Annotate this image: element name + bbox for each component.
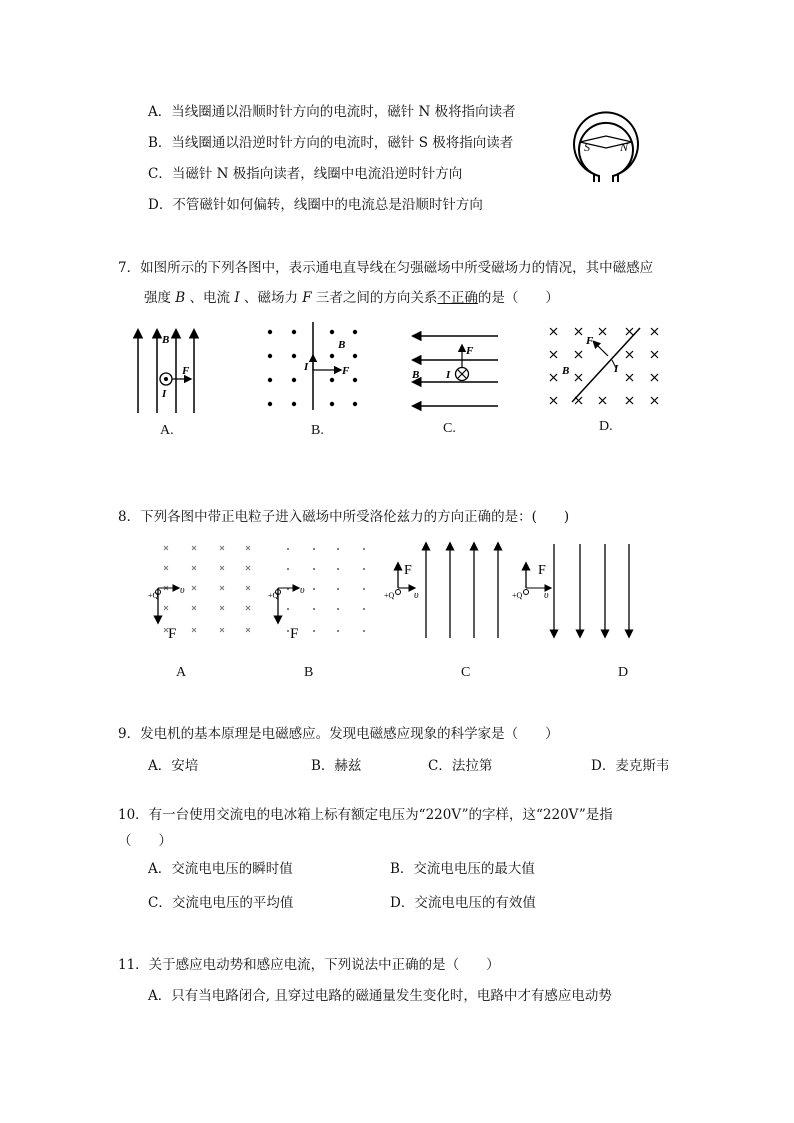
figure-b-label: B <box>162 334 170 346</box>
charge-label: +Q <box>148 591 159 600</box>
q7-label-a: A. <box>160 423 174 438</box>
q7-underlined-text: 不正确 <box>437 290 478 306</box>
q8-label-a: A <box>176 665 187 680</box>
force-label: F <box>404 563 412 578</box>
figure-f-label: F <box>182 365 190 377</box>
q7-text: 、电流 <box>189 290 231 306</box>
q7-label-b: B. <box>311 423 324 438</box>
q11-option-a: A．只有当电路闭合, 且穿过电路的磁通量发生变化时，电路中才有感应电动势 <box>148 988 612 1004</box>
q7-label-c: C. <box>443 421 456 436</box>
q7-symbol-i: I <box>234 290 240 306</box>
q7-symbol-b: B <box>175 290 186 306</box>
force-label: F <box>168 626 177 642</box>
charge-label: +Q <box>384 591 395 600</box>
q7-figure-d <box>546 322 666 412</box>
q6-option-a: A．当线圈通以沿顺时针方向的电流时，磁针 N 极将指向读者 <box>148 104 516 120</box>
q9-option-c: C．法拉第 <box>428 758 493 774</box>
q10-stem-line1: 10．有一台使用交流电的电冰箱上标有额定电压为“220V”的字样，这“220V”是指 <box>118 807 613 823</box>
figure-b-label: B <box>338 339 346 351</box>
compass-n-label: N <box>620 140 629 154</box>
q6-option-d: D．不管磁针如何偏转，线圈中的电流总是沿顺时针方向 <box>148 197 483 213</box>
charge-label: +Q <box>512 591 523 600</box>
dot-field <box>287 548 365 632</box>
velocity-label: υ <box>544 590 549 601</box>
q6-option-c: C．当磁针 N 极指向读者，线圈中电流沿逆时针方向 <box>148 166 463 182</box>
q9-stem: 9．发电机的基本原理是电磁感应。发现电磁感应现象的科学家是（ ） <box>118 726 559 742</box>
charge-label: +Q <box>268 591 279 600</box>
q10-option-d: D．交流电电压的有效值 <box>390 895 536 911</box>
q10-option-b: B．交流电电压的最大值 <box>390 861 535 877</box>
cross-field <box>164 546 250 632</box>
q7-figure-c <box>402 326 502 416</box>
q7-text: 强度 <box>144 290 171 306</box>
q9-option-a: A．安培 <box>148 758 199 774</box>
figure-i-label: I <box>304 361 309 373</box>
compass-s-label: S <box>584 140 590 154</box>
q9-option-b: B．赫兹 <box>311 758 362 774</box>
q7-text: 的是（ ） <box>477 290 559 306</box>
q7-label-d: D. <box>599 419 613 434</box>
q7-figure-a <box>128 325 198 415</box>
q10-stem-line2: （ ） <box>118 833 172 849</box>
q7-stem-line2 <box>144 292 559 306</box>
q7-text: 、磁场力 <box>243 290 298 306</box>
velocity-label: υ <box>180 585 185 596</box>
figure-i-label: I <box>614 363 619 375</box>
q11-stem: 11．关于感应电动势和感应电流，下列说法中正确的是（ ） <box>118 957 500 973</box>
q7-text: 三者之间的方向关系 <box>315 290 438 306</box>
q7-figure-b <box>262 322 362 412</box>
figure-b-label: B <box>412 369 420 381</box>
figure-f-label: F <box>342 365 350 377</box>
figure-i-label: I <box>162 388 167 400</box>
q8-label-d: D <box>618 665 629 680</box>
q7-symbol-f: F <box>302 290 312 306</box>
q8-figure-d <box>510 540 640 640</box>
q8-figure-a <box>146 540 246 640</box>
figure-f-label: F <box>586 335 594 347</box>
force-label: F <box>538 563 546 578</box>
figure-i-label: I <box>446 369 451 381</box>
force-label: F <box>290 626 299 642</box>
q8-label-b: B <box>304 665 314 680</box>
q10-option-a: A．交流电电压的瞬时值 <box>148 861 293 877</box>
q8-figure-b <box>266 540 376 640</box>
velocity-label: υ <box>414 590 419 601</box>
q10-option-c: C．交流电电压的平均值 <box>148 895 294 911</box>
q8-label-c: C <box>461 665 471 680</box>
q9-option-d: D．麦克斯韦 <box>591 758 670 774</box>
q7-stem-line1: 7．如图所示的下列各图中，表示通电直导线在匀强磁场中所受磁场力的情况，其中磁感应 <box>118 260 654 276</box>
q6-option-b: B．当线圈通以沿逆时针方向的电流时，磁针 S 极将指向读者 <box>148 135 514 151</box>
velocity-label: υ <box>300 585 305 596</box>
figure-b-label: B <box>562 365 570 377</box>
q8-figure-c <box>380 540 500 640</box>
q8-stem: 8．下列各图中带正电粒子进入磁场中所受洛伦兹力的方向正确的是：( ) <box>118 509 570 525</box>
figure-f-label: F <box>466 345 474 357</box>
coil-compass-figure <box>566 108 646 188</box>
